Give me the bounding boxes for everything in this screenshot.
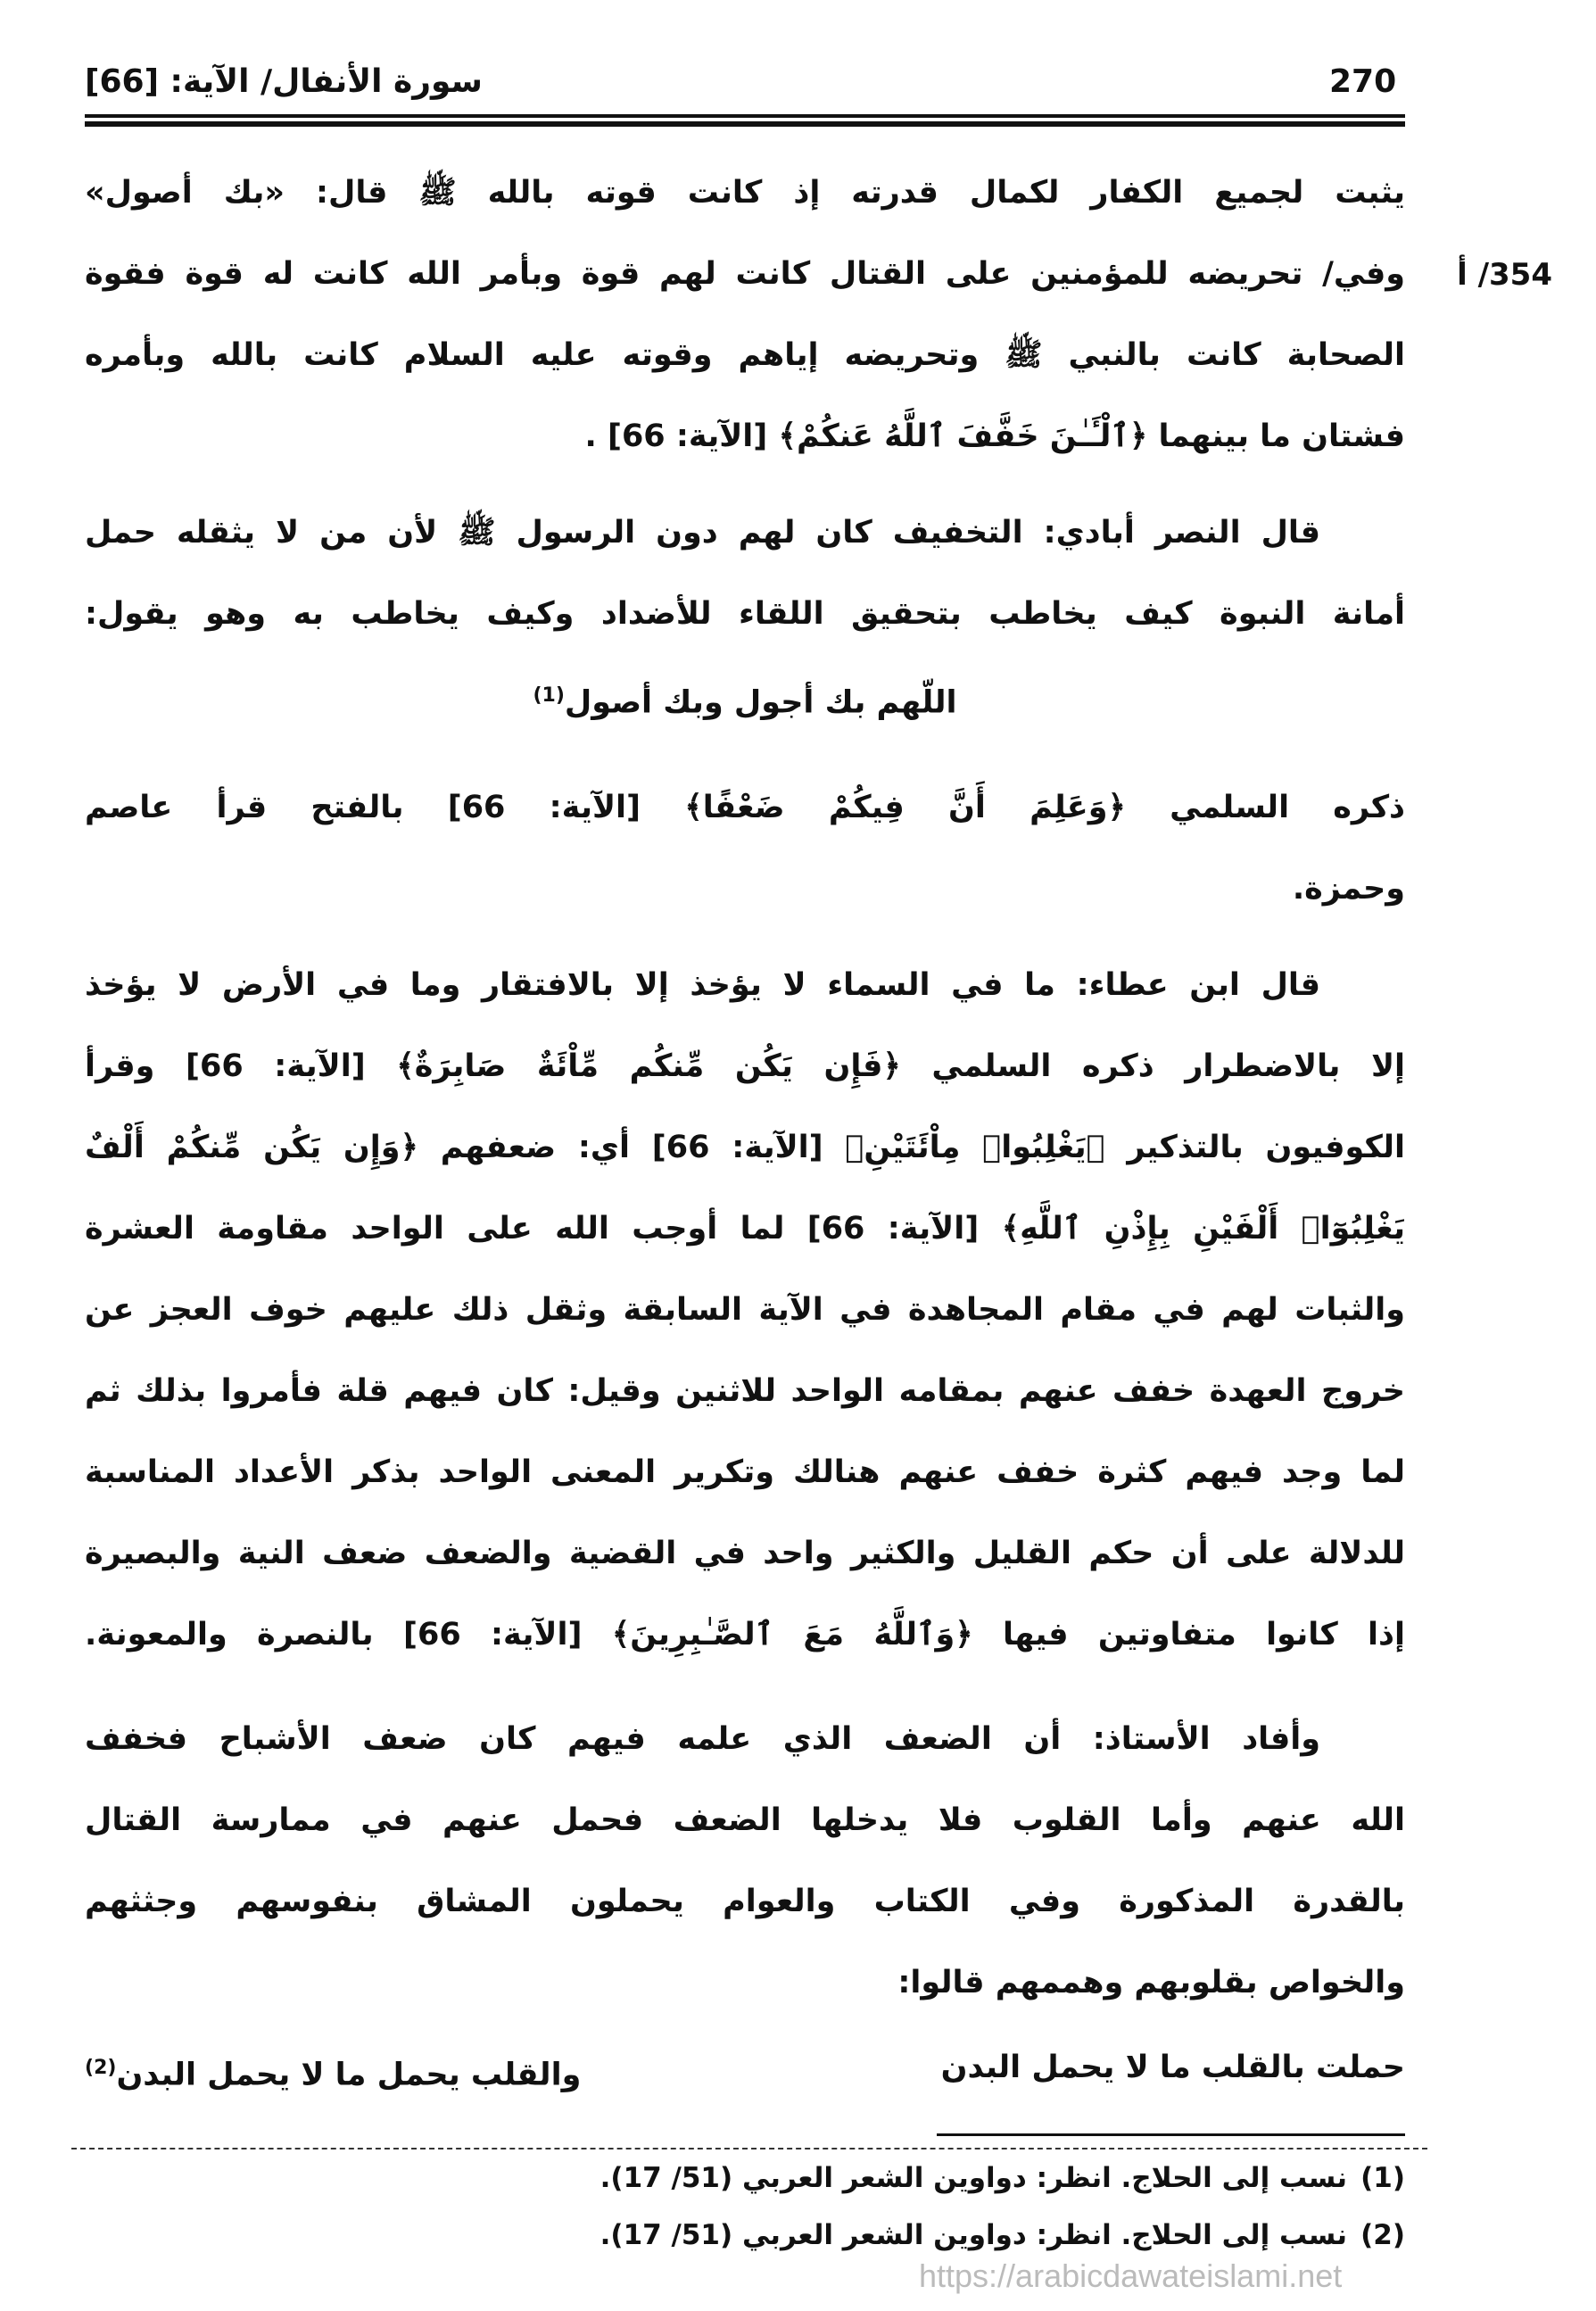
text-line xyxy=(85,1351,1405,1432)
text-line xyxy=(85,945,1405,1026)
text-line xyxy=(85,1189,1405,1270)
footnote-text: نسب إلى الحلاج. انظر: دواوين الشعر العربي (51/ 17). xyxy=(600,2162,1347,2195)
footnote-text: نسب إلى الحلاج. انظر: دواوين الشعر العربي (51/ 17). xyxy=(600,2219,1347,2252)
text-line xyxy=(85,767,1405,849)
line-text: بالقدرة المذكورة وفي الكتاب والعوام يحملون المشاق بنفوسهم وجثثهم xyxy=(85,1883,1405,1919)
text-line xyxy=(85,1432,1405,1513)
line-text: وأفاد الأستاذ: أن الضعف الذي علمه فيهم كان ضعف الأشباح فخفف xyxy=(85,1720,1320,1757)
text-line xyxy=(85,1107,1405,1189)
text-line xyxy=(85,1513,1405,1595)
text-line xyxy=(85,396,1405,477)
header-rule xyxy=(85,114,1405,118)
line-text: إذا كانوا متفاوتين فيها ﴿وَٱللَّهُ مَعَ ٱلصَّـٰبِرِينَ﴾ [الآية: 66] بالنصرة والمعونة. xyxy=(85,1616,1405,1652)
header-rule-thick xyxy=(85,121,1405,127)
footnote-number: (1) xyxy=(1360,2162,1405,2195)
line-text: قال ابن عطاء: ما في السماء لا يؤخذ إلا بالافتقار وما في الأرض لا يؤخذ xyxy=(85,966,1320,1003)
line-text: يَغْلِبُوٓا۟ أَلْفَيْنِ بِإِذْنِ ٱللَّهِ﴾ [الآية: 66] لما أوجب الله على الواحد مقاومة العشرة xyxy=(85,1210,1405,1247)
line-text: قال النصر أبادي: التخفيف كان لهم دون الرسول ﷺ لأن من لا يثقله حمل xyxy=(85,515,1320,551)
watermark: https://arabicdawateislami.net xyxy=(919,2257,1343,2294)
text-line xyxy=(85,1026,1405,1107)
footnote-2 xyxy=(85,2207,1405,2264)
line-text: وحمزة. xyxy=(1292,870,1405,907)
text-line xyxy=(85,315,1405,396)
line-text: وفي/ تحريضه للمؤمنين على القتال كانت لهم قوة وبأمر الله كانت له قوة فقوة xyxy=(85,256,1405,292)
text-line xyxy=(85,574,1405,655)
text-line xyxy=(85,1699,1405,1780)
line-text: الكوفيون بالتذكير ﴿يَغْلِبُوا۟ مِاْئَتَيْنِ﴾ [الآية: 66] أي: ضعفهم ﴿وَإِن يَكُن مِّنكُمْ أَلْفٌ xyxy=(85,1129,1405,1165)
footnote-separator xyxy=(937,2133,1405,2136)
text-line xyxy=(85,1780,1405,1861)
footnote-ref: (2) xyxy=(85,2056,117,2079)
line-text: أمانة النبوة كيف يخاطب بتحقيق اللقاء للأضداد وكيف يخاطب به وهو يقول: xyxy=(85,596,1405,632)
body-lines xyxy=(85,153,1405,2024)
line-text: خروج العهدة خفف عنهم بمقامه الواحد للاثنين وقيل: كان فيهم قلة فأمروا بذلك ثم xyxy=(85,1372,1405,1409)
line-text: والخواص بقلوبهم وهممهم قالوا: xyxy=(897,1964,1405,2000)
text-line xyxy=(85,1942,1405,2024)
text-line xyxy=(85,234,1405,315)
text-line xyxy=(85,153,1405,234)
footnote-ref: (1) xyxy=(533,684,565,707)
line-text: الله عنهم وأما القلوب فلا يدخلها الضعف فحمل عنهم في ممارسة القتال xyxy=(85,1802,1405,1838)
line-text: إلا بالاضطرار ذكره السلمي ﴿فَإِن يَكُن مِّنكُم مِّاْئَةٌ صَابِرَةٌ﴾ [الآية: 66] وقرأ xyxy=(85,1048,1406,1084)
text-line xyxy=(85,849,1405,930)
text-line xyxy=(85,1270,1405,1351)
poem-second-hemistich xyxy=(85,2027,581,2116)
line-text: اللّهم بك أجول وبك أصول xyxy=(564,684,957,721)
page-number: 270 xyxy=(1329,63,1397,100)
margin-folio-note: 354/ أ xyxy=(1457,257,1552,293)
footnote-1 xyxy=(85,2149,1405,2207)
body-text xyxy=(85,153,1405,2264)
line-text: الصحابة كانت بالنبي ﷺ وتحريضه إياهم وقوته عليه السلام كانت بالله وبأمره xyxy=(85,337,1405,373)
text-line xyxy=(85,1595,1405,1676)
text-line xyxy=(85,1861,1405,1942)
footnote-number: (2) xyxy=(1360,2219,1405,2252)
line-text: لما وجد فيهم كثرة خفف عنهم هنالك وتكرير المعنى الواحد بذكر الأعداد المناسبة xyxy=(85,1454,1405,1490)
line-text: والثبات لهم في مقام المجاهدة في الآية السابقة وثقل ذلك عليهم خوف العجز عن xyxy=(85,1291,1405,1328)
line-text: يثبت لجميع الكفار لكمال قدرته إذ كانت قوته بالله ﷺ قال: «بك أصول» xyxy=(85,175,1405,211)
poem-second-text: والقلب يحمل ما لا يحمل البدن xyxy=(116,2057,582,2093)
text-line xyxy=(85,493,1405,574)
line-text: ذكره السلمي ﴿وَعَلِمَ أَنَّ فِيكُمْ ضَعْفًا﴾ [الآية: 66] بالفتح قرأ عاصم xyxy=(85,789,1406,825)
text-line xyxy=(85,655,1405,744)
poem-line xyxy=(85,2027,1405,2116)
footnotes xyxy=(85,2133,1405,2264)
running-title: سورة الأنفال/ الآية: [66] xyxy=(85,63,483,100)
line-text: للدلالة على أن حكم القليل والكثير واحد في القضية والضعف ضعف النية والبصيرة xyxy=(85,1535,1405,1571)
poem-first-hemistich: حملت بالقلب ما لا يحمل البدن xyxy=(940,2049,1405,2085)
line-text: فشتان ما بينهما ﴿ٱلْـَٔـٰنَ خَفَّفَ ٱللَّهُ عَنكُمْ﴾ [الآية: 66] . xyxy=(584,418,1405,454)
